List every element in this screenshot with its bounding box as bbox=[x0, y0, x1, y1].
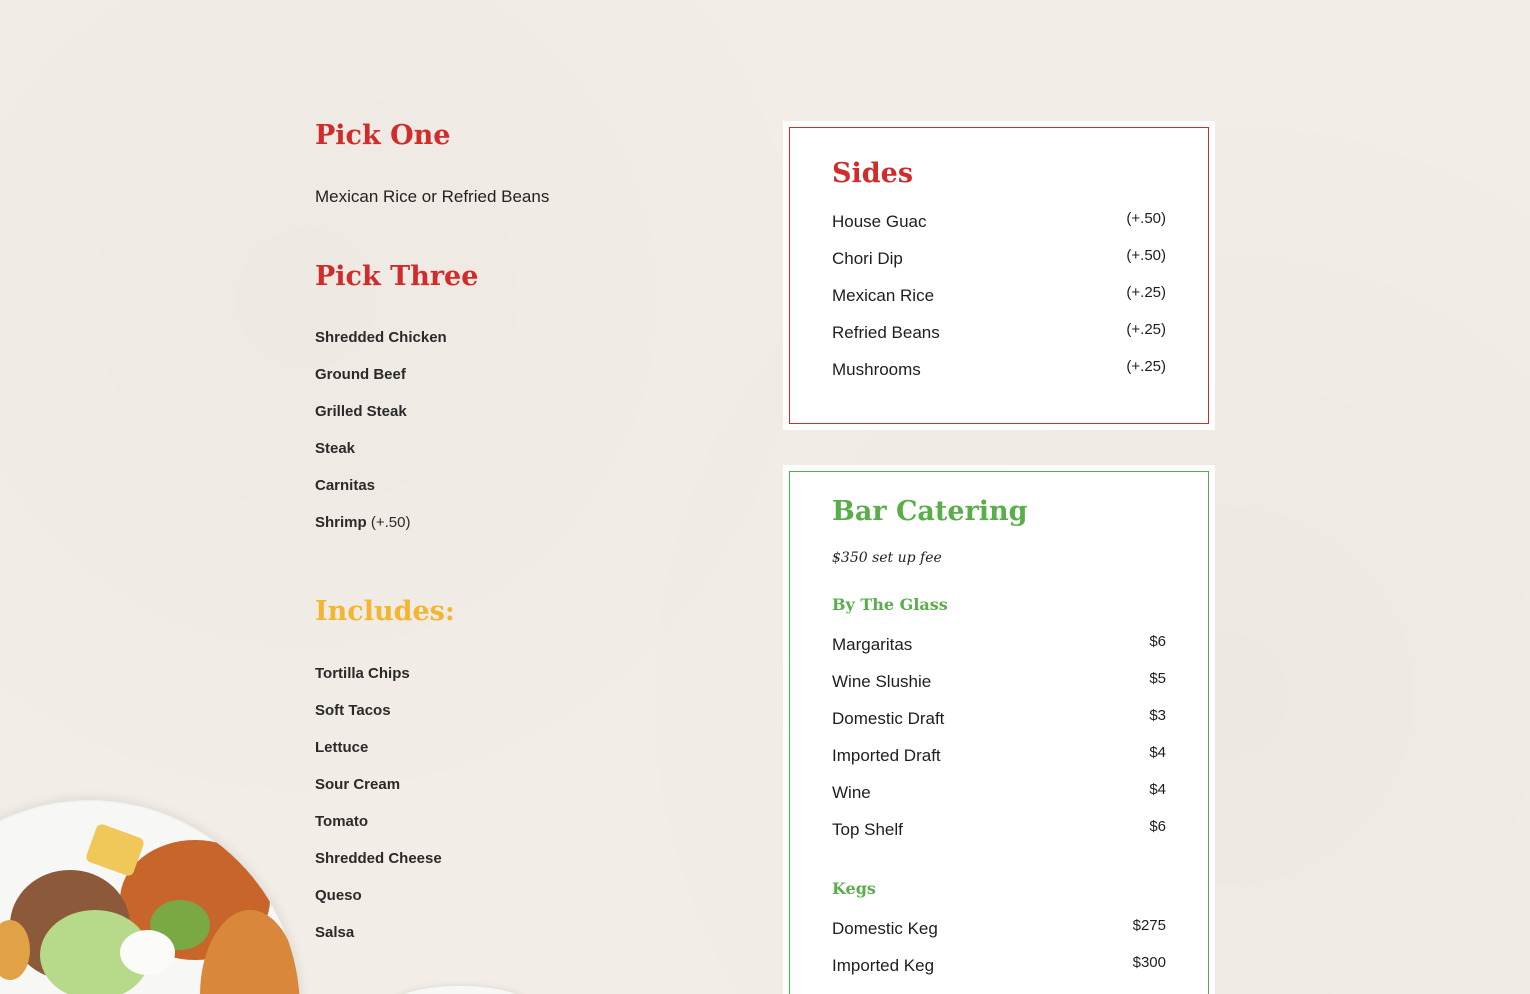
glass-item-name: Wine bbox=[832, 783, 871, 802]
glass-item-name: Imported Draft bbox=[832, 746, 941, 765]
side-plate-image bbox=[390, 986, 530, 994]
sides-item bbox=[832, 212, 1166, 236]
glass-item bbox=[832, 672, 1166, 696]
keg-item bbox=[832, 919, 1166, 943]
setup-fee-text: $350 set up fee bbox=[832, 550, 942, 566]
pick-three-item bbox=[315, 514, 410, 531]
includes-item: Salsa bbox=[315, 924, 355, 941]
includes-item: Queso bbox=[315, 887, 362, 904]
sides-item-price: (+.25) bbox=[1126, 284, 1166, 301]
sides-item-name: Chori Dip bbox=[832, 249, 903, 268]
pick-three-item-label: Steak bbox=[315, 440, 356, 457]
sides-item bbox=[832, 286, 1166, 310]
glass-item bbox=[832, 746, 1166, 770]
sides-item bbox=[832, 249, 1166, 273]
glass-item bbox=[832, 709, 1166, 733]
includes-item: Lettuce bbox=[315, 739, 369, 756]
bar-catering-card-border bbox=[789, 471, 1209, 994]
glass-item-name: Top Shelf bbox=[832, 820, 903, 839]
includes-item: Sour Cream bbox=[315, 776, 401, 793]
glass-item-name: Domestic Draft bbox=[832, 709, 945, 728]
sides-item-name: Refried Beans bbox=[832, 323, 940, 342]
by-the-glass-heading: By The Glass bbox=[832, 595, 948, 614]
sides-item-price: (+.25) bbox=[1126, 358, 1166, 375]
pick-three-item bbox=[315, 403, 407, 420]
food-plate-image bbox=[0, 800, 300, 994]
includes-item: Tortilla Chips bbox=[315, 665, 410, 682]
sides-item bbox=[832, 360, 1166, 384]
glass-item-name: Margaritas bbox=[832, 635, 913, 654]
sides-item-price: (+.50) bbox=[1126, 247, 1166, 264]
sides-item bbox=[832, 323, 1166, 347]
includes-item: Soft Tacos bbox=[315, 702, 391, 719]
glass-item bbox=[832, 783, 1166, 807]
pick-three-item-label: Grilled Steak bbox=[315, 403, 407, 420]
sides-heading: Sides bbox=[832, 158, 914, 189]
pick-three-item-label: Carnitas bbox=[315, 477, 376, 494]
keg-item-price: $275 bbox=[1132, 917, 1166, 934]
sides-card bbox=[783, 121, 1215, 430]
sides-item-name: House Guac bbox=[832, 212, 927, 231]
includes-item: Tomato bbox=[315, 813, 369, 830]
pick-three-item bbox=[315, 440, 355, 457]
glass-item-price: $6 bbox=[1149, 633, 1166, 650]
pick-three-item bbox=[315, 477, 375, 494]
includes-heading: Includes: bbox=[315, 596, 455, 627]
glass-item bbox=[832, 635, 1166, 659]
sides-item-name: Mexican Rice bbox=[832, 286, 935, 305]
pick-one-heading: Pick One bbox=[315, 120, 451, 151]
sides-item-price: (+.25) bbox=[1126, 321, 1166, 338]
kegs-heading: Kegs bbox=[832, 879, 876, 898]
bar-catering-heading: Bar Catering bbox=[832, 496, 1028, 527]
keg-item-name: Imported Keg bbox=[832, 956, 935, 975]
pick-three-heading: Pick Three bbox=[315, 261, 479, 292]
pick-three-item-label: Ground Beef bbox=[315, 366, 406, 383]
includes-item: Shredded Cheese bbox=[315, 850, 442, 867]
glass-item-price: $5 bbox=[1149, 670, 1166, 687]
sides-card-border bbox=[789, 127, 1209, 424]
keg-item-name: Domestic Keg bbox=[832, 919, 938, 938]
pick-three-item-label: Shredded Chicken bbox=[315, 329, 447, 346]
pick-three-item bbox=[315, 329, 447, 346]
glass-item-name: Wine Slushie bbox=[832, 672, 932, 691]
glass-item-price: $4 bbox=[1149, 781, 1166, 798]
keg-item bbox=[832, 956, 1166, 980]
pick-three-item-label: Shrimp bbox=[315, 514, 367, 531]
bar-catering-card bbox=[783, 465, 1215, 994]
glass-item-price: $6 bbox=[1149, 818, 1166, 835]
glass-item-price: $3 bbox=[1149, 707, 1166, 724]
sides-item-name: Mushrooms bbox=[832, 360, 921, 379]
pick-three-item-upcharge: (+.50) bbox=[370, 514, 411, 531]
pick-three-item bbox=[315, 366, 406, 383]
pick-one-text: Mexican Rice or Refried Beans bbox=[315, 187, 550, 206]
glass-item bbox=[832, 820, 1166, 844]
glass-item-price: $4 bbox=[1149, 744, 1166, 761]
keg-item-price: $300 bbox=[1132, 954, 1166, 971]
sides-item-price: (+.50) bbox=[1126, 210, 1166, 227]
